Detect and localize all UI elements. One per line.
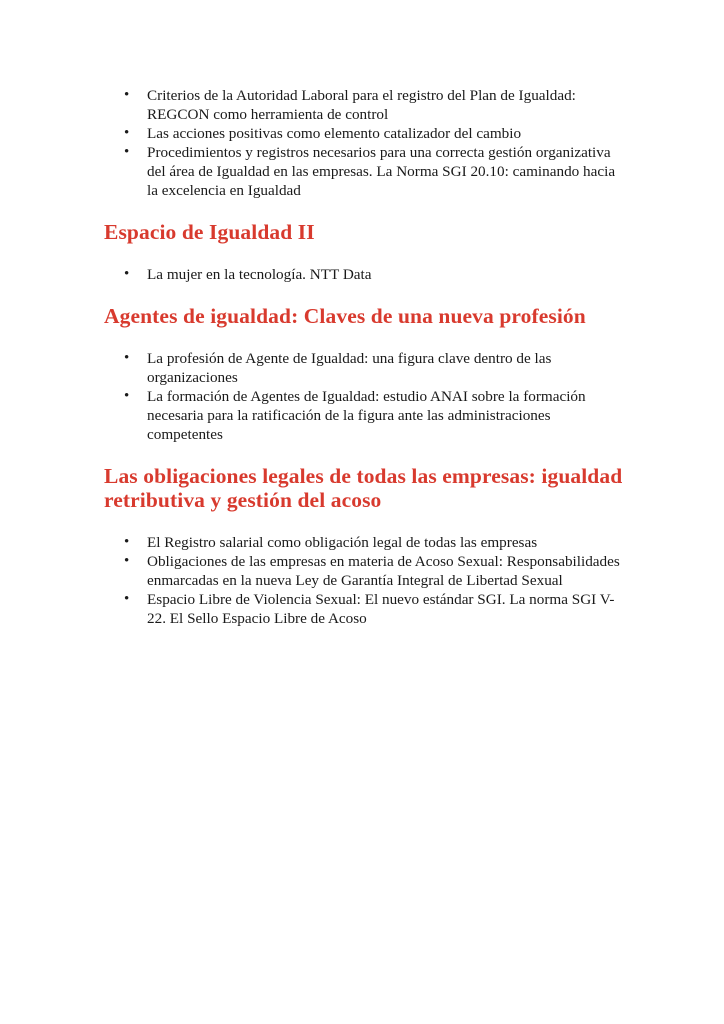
- section-heading-agentes-igualdad: Agentes de igualdad: Claves de una nueva profesión: [104, 304, 586, 328]
- list-item-text: El Registro salarial como obligación legal de todas las empresas: [147, 534, 538, 551]
- bullet-icon: •: [124, 534, 130, 550]
- list-item: [104, 590, 624, 628]
- list-item-text: La formación de Agentes de Igualdad: estudio ANAI sobre la formación necesaria para la ratificación de la figura ante las administraciones competentes: [147, 388, 586, 443]
- list-item: [104, 387, 624, 444]
- bullet-icon: •: [124, 553, 130, 569]
- bullet-icon: •: [124, 591, 130, 607]
- section-heading-obligaciones-legales: Las obligaciones legales de todas las empresas: igualdad retributiva y gestión del acoso: [104, 464, 623, 512]
- list-item-text: Espacio Libre de Violencia Sexual: El nuevo estándar SGI. La norma SGI V-22. El Sello Espacio Libre de Acoso: [147, 591, 615, 627]
- list-item-text: Criterios de la Autoridad Laboral para el registro del Plan de Igualdad: REGCON como herramienta de control: [147, 87, 576, 123]
- list-item: [104, 552, 624, 590]
- page-content: [104, 86, 624, 628]
- agentes-igualdad-bullet-list: [104, 349, 624, 444]
- bullet-icon: •: [124, 125, 130, 141]
- bullet-icon: •: [124, 350, 130, 366]
- bullet-icon: •: [124, 87, 130, 103]
- list-item: [104, 86, 624, 124]
- bullet-icon: •: [124, 144, 130, 160]
- bullet-icon: •: [124, 388, 130, 404]
- list-item: [104, 265, 624, 284]
- list-item-text: Procedimientos y registros necesarios para una correcta gestión organizativa del área de Igualdad en las empresas. La Norma SGI 20.10: caminando hacia la excelencia en Igualdad: [147, 144, 616, 199]
- espacio-igualdad-bullet-list: [104, 265, 624, 284]
- list-item: [104, 143, 624, 200]
- list-item-text: La mujer en la tecnología. NTT Data: [147, 266, 372, 283]
- list-item-text: Obligaciones de las empresas en materia de Acoso Sexual: Responsabilidades enmarcadas en la nueva Ley de Garantía Integral de Libertad Sexual: [147, 553, 620, 589]
- intro-bullet-list: [104, 86, 624, 200]
- list-item-text: Las acciones positivas como elemento catalizador del cambio: [147, 125, 522, 142]
- list-item: [104, 533, 624, 552]
- bullet-icon: •: [124, 266, 130, 282]
- section-heading-espacio-igualdad: Espacio de Igualdad II: [104, 220, 315, 244]
- list-item: [104, 349, 624, 387]
- list-item: [104, 124, 624, 143]
- list-item-text: La profesión de Agente de Igualdad: una figura clave dentro de las organizaciones: [147, 350, 552, 386]
- obligaciones-legales-bullet-list: [104, 533, 624, 628]
